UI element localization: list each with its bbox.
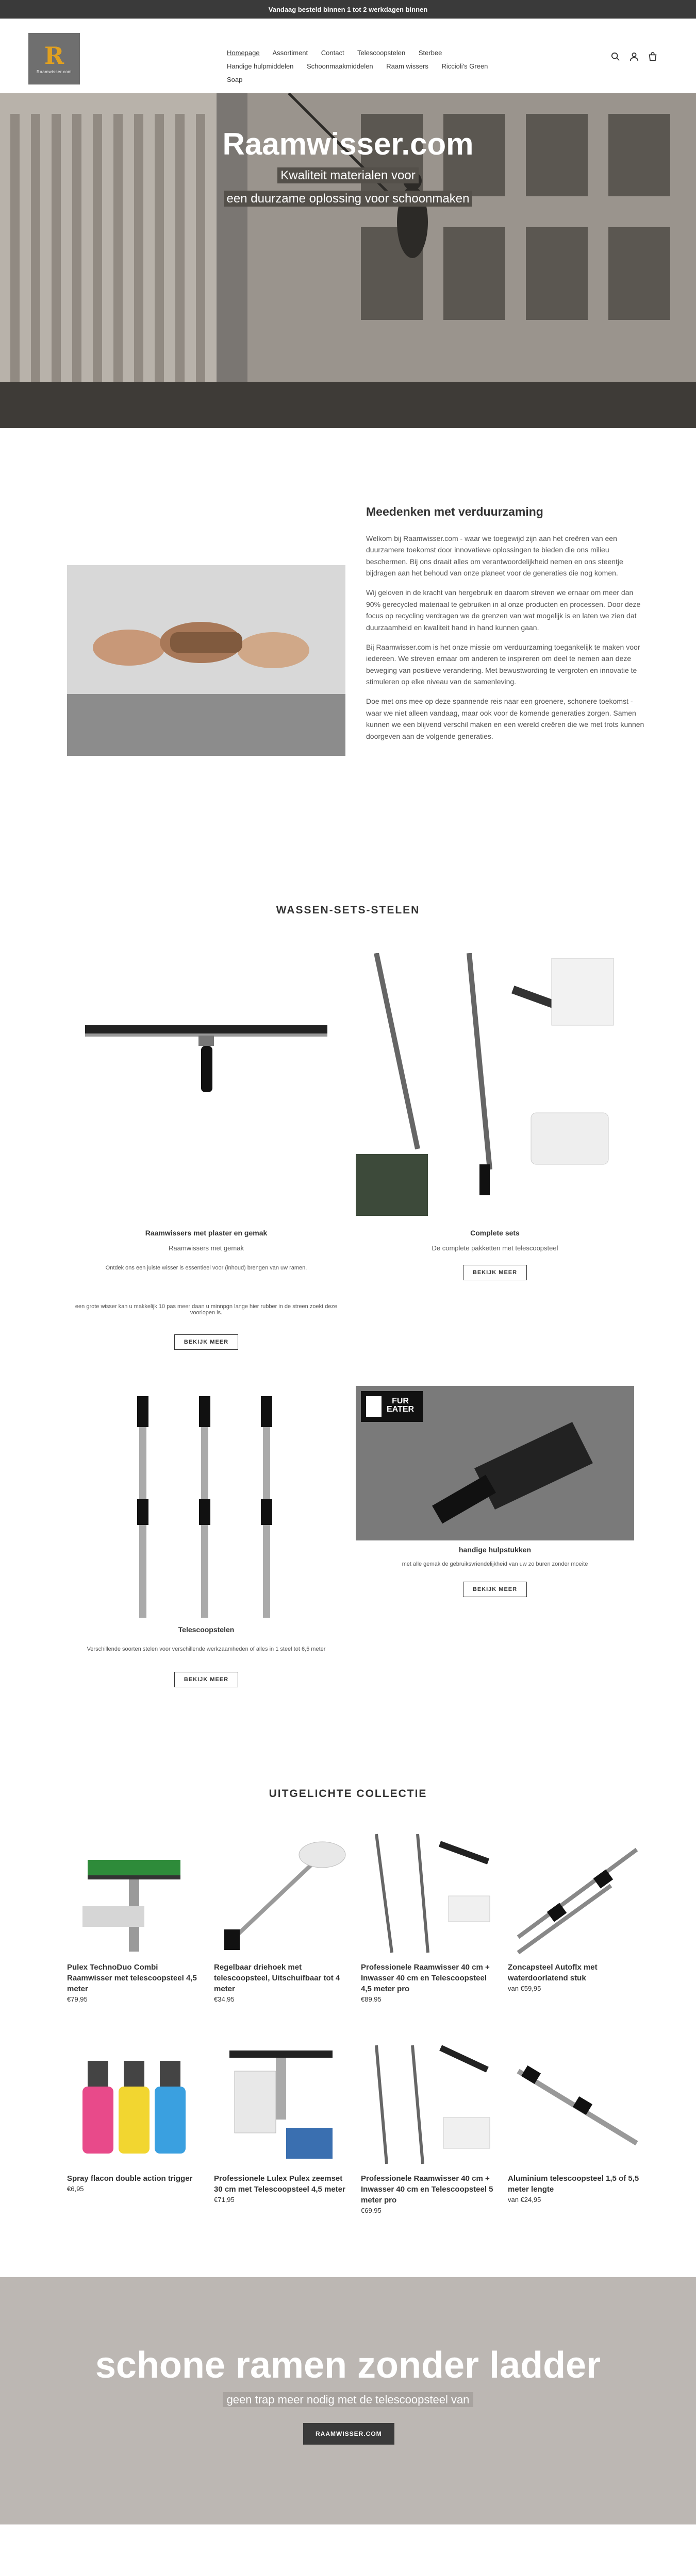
- product-name[interactable]: Pulex TechnoDuo Combi Raamwisser met telescoopsteel 4,5 meter: [67, 1963, 197, 1993]
- product-card[interactable]: [508, 1829, 644, 1992]
- product-name[interactable]: Regelbaar driehoek met telescoopsteel, Uitschuifbaar tot 4 meter: [214, 1963, 340, 1993]
- sets-title: WASSEN-SETS-STELEN: [276, 904, 420, 916]
- nav-contact[interactable]: Contact: [321, 49, 344, 57]
- hero-line-2: een duurzame oplossing voor schoonmaken: [224, 191, 473, 207]
- logo-letter: R: [44, 41, 64, 70]
- product-card[interactable]: [67, 2040, 204, 2193]
- about-image: [67, 565, 345, 756]
- set-button-hulpstukken[interactable]: BEKIJK MEER: [463, 1582, 527, 1597]
- nav-homepage[interactable]: Homepage: [227, 49, 260, 57]
- banner-subtitle-text: geen trap meer nodig met de telescoopsteel van: [223, 2392, 474, 2407]
- product-image[interactable]: [67, 2040, 204, 2169]
- set-image-complete: [356, 953, 634, 1231]
- set-image-telescoop: [67, 1386, 345, 1623]
- product-card[interactable]: [214, 1829, 351, 2003]
- banner-subtitle: [0, 2393, 696, 2406]
- about-paragraph-2: Wij geloven in de kracht van hergebruik en daarom streven we ernaar om meer dan 90% gerecycled materiaal te gebruiken in al onze producten en processen. Door deze focus op recycling verdragen we de grenzen van wat mogelijk is en laten we zien dat duurzaamheid en kwaliteit hand in hand kunnen gaan.: [366, 588, 641, 632]
- set-desc2-raamwissers: een grote wisser kan u makkelijk 10 pas meer daan u minnpgn lange hier rubber in de streen zoekt deze voorlopen is.: [75, 1303, 338, 1316]
- set-button-raamwissers[interactable]: BEKIJK MEER: [174, 1334, 238, 1350]
- announcement-text: Vandaag besteld binnen 1 tot 2 werkdagen binnen: [268, 5, 428, 13]
- set-button-telescoop[interactable]: BEKIJK MEER: [174, 1672, 238, 1687]
- nav-handige-hulpmiddelen[interactable]: Handige hulpmiddelen: [227, 62, 294, 70]
- set-image-raamwissers: [67, 953, 345, 1231]
- product-card[interactable]: [67, 1829, 204, 2003]
- search-icon[interactable]: [611, 52, 620, 61]
- set-card-hulpstukken: [356, 1386, 634, 1592]
- site-logo[interactable]: [28, 33, 80, 84]
- set-title-hulpstukken: handige hulpstukken: [458, 1546, 531, 1554]
- hero-line-1: Kwaliteit materialen voor: [277, 167, 418, 183]
- product-name[interactable]: Professionele Raamwisser 40 cm + Inwasser 40 cm en Telescoopsteel 5 meter pro: [361, 2174, 493, 2205]
- nav-schoonmaakmiddelen[interactable]: Schoonmaakmiddelen: [307, 62, 373, 70]
- product-price: €34,95: [214, 1995, 235, 2003]
- product-image[interactable]: [361, 2040, 498, 2169]
- promo-banner: [0, 2277, 696, 2524]
- product-image[interactable]: [361, 1829, 498, 1958]
- set-image-hulpstukken: [356, 1386, 634, 1540]
- product-image[interactable]: [67, 1829, 204, 1958]
- product-price: €69,95: [361, 2207, 382, 2214]
- product-card[interactable]: [361, 1829, 498, 2003]
- set-sub-hulpstukken: met alle gemak de gebruiksvriendelijkheid van uw zo buren zonder moeite: [402, 1561, 588, 1567]
- announcement-bar: [0, 0, 696, 19]
- set-title-telescoop: Telescoopstelen: [178, 1625, 235, 1634]
- about-section: [366, 502, 644, 750]
- about-title: Meedenken met verduurzaming: [366, 505, 543, 518]
- hero-subtitle-1: [0, 168, 696, 183]
- nav-sterbee[interactable]: Sterbee: [418, 49, 442, 57]
- set-button-complete[interactable]: BEKIJK MEER: [463, 1265, 527, 1280]
- set-card-complete: [356, 953, 634, 1276]
- product-card[interactable]: [361, 2040, 498, 2214]
- header-icons: [611, 52, 657, 61]
- product-price: €6,95: [67, 2185, 84, 2193]
- product-name[interactable]: Professionele Lulex Pulex zeemset 30 cm met Telescoopsteel 4,5 meter: [214, 2174, 345, 2194]
- product-card[interactable]: [214, 2040, 351, 2204]
- set-sub-complete: De complete pakketten met telescoopsteel: [432, 1244, 558, 1252]
- product-image[interactable]: [214, 2040, 351, 2169]
- product-image[interactable]: [508, 1829, 644, 1958]
- set-desc-raamwissers: Ontdek ons een juiste wisser is essentieel voor (inhoud) brengen van uw ramen.: [105, 1265, 307, 1271]
- nav-raam-wissers[interactable]: Raam wissers: [386, 62, 428, 70]
- banner-title: schone ramen zonder ladder: [95, 2345, 601, 2386]
- set-card-telescoop: [67, 1386, 345, 1683]
- logo-text: Raamwisser.com: [37, 69, 72, 74]
- fur-eater-logo: FUR EATER: [387, 1397, 415, 1414]
- nav-green-soap[interactable]: Riccioli's Green Soap: [227, 62, 488, 83]
- set-sub-raamwissers: Raamwissers met gemak: [169, 1244, 244, 1252]
- site-header: [0, 19, 696, 93]
- banner-button[interactable]: RAAMWISSER.COM: [303, 2423, 394, 2445]
- product-price: €71,95: [214, 2196, 235, 2204]
- cart-icon[interactable]: [648, 52, 657, 61]
- nav-assortiment[interactable]: Assortiment: [272, 49, 308, 57]
- account-icon[interactable]: [629, 52, 639, 61]
- nav-telescoopstelen[interactable]: Telescoopstelen: [357, 49, 406, 57]
- product-name[interactable]: Zoncapsteel Autoflx met waterdoorlatend stuk: [508, 1963, 598, 1982]
- set-desc-telescoop: Verschillende soorten stelen voor verschillende werkzaamheden of alles in 1 steel tot 6,5 meter: [87, 1646, 326, 1652]
- product-price: €89,95: [361, 1995, 382, 2003]
- product-image[interactable]: [214, 1829, 351, 1958]
- about-paragraph-3: Bij Raamwisser.com is het onze missie om verduurzaming toegankelijk te maken voor iedereen. We streven ernaar om anderen te inspireren om deel te nemen aan deze beweging van positieve verandering. Met bewustwording te vergroten en innovatie te stimuleren op elke niveau van de samenleving.: [366, 642, 640, 686]
- product-price: €79,95: [67, 1995, 88, 2003]
- hero-title: Raamwisser.com: [222, 127, 474, 161]
- about-paragraph-4: Doe met ons mee op deze spannende reis naar een groenere, schonere toekomst - waar we niet alleen vandaag, maar ook voor de komende generaties zorgen. Samen kunnen we een blijvend verschil maken en een wereld creëren die we met trots kunnen doorgeven aan de volgende generaties.: [366, 697, 644, 740]
- product-name[interactable]: Professionele Raamwisser 40 cm + Inwasser 40 cm en Telescoopsteel 4,5 meter pro: [361, 1963, 490, 1993]
- featured-title: UITGELICHTE COLLECTIE: [269, 1788, 427, 1800]
- product-card[interactable]: [508, 2040, 644, 2204]
- product-name[interactable]: Aluminium telescoopsteel 1,5 of 5,5 meter lengte: [508, 2174, 639, 2194]
- main-nav: [227, 46, 495, 87]
- set-title-complete: Complete sets: [470, 1229, 520, 1237]
- product-name[interactable]: Spray flacon double action trigger: [67, 2174, 193, 2183]
- hero-subtitle-2: [0, 192, 696, 206]
- product-price: van €24,95: [508, 2196, 541, 2204]
- set-card-raamwissers: [67, 953, 345, 1345]
- set-title-raamwissers: Raamwissers met plaster en gemak: [145, 1229, 268, 1237]
- product-image[interactable]: [508, 2040, 644, 2169]
- about-paragraph-1: Welkom bij Raamwisser.com - waar we toegewijd zijn aan het creëren van een duurzamere toekomst door innovatieve oplossingen te bieden die ons milieu beschermen. Bij ons draait alles om verantwoordelijkheid nemen en ons steentje bijdragen aan het behoud van onze planeet voor de generaties die nog komen.: [366, 534, 623, 577]
- product-price: van €59,95: [508, 1985, 541, 1992]
